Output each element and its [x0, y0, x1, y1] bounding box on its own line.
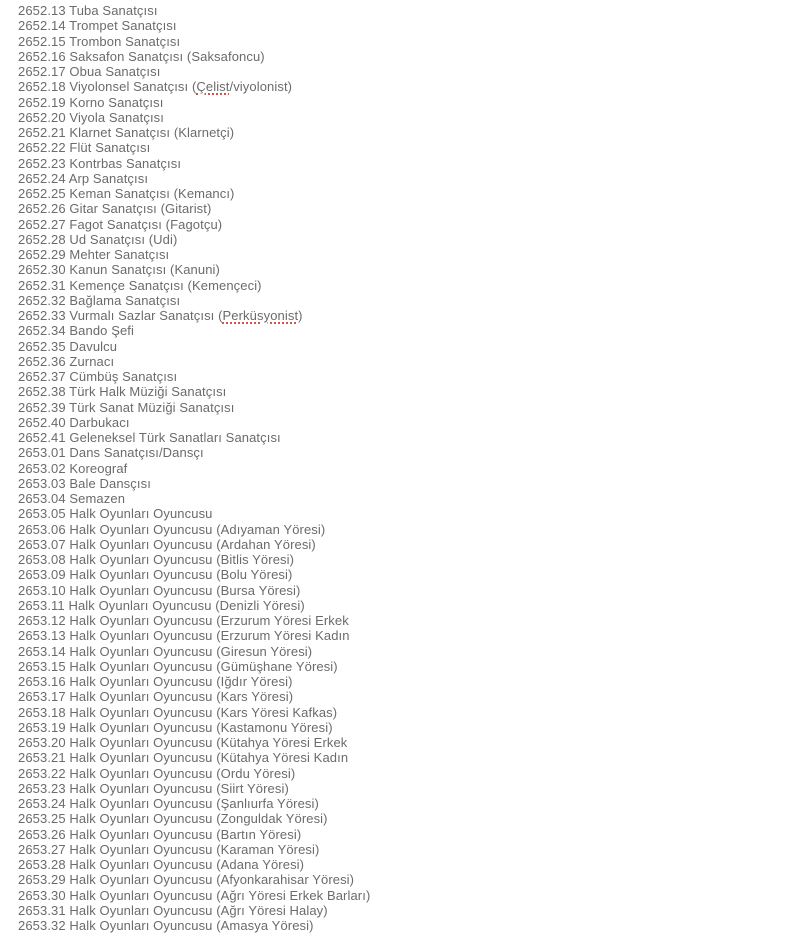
occupation-code: 2652.17 [18, 64, 70, 79]
list-item [0, 140, 800, 155]
list-item [0, 445, 800, 460]
occupation-code: 2652.34 [18, 323, 70, 339]
list-item [0, 217, 800, 232]
list-item [0, 369, 800, 384]
list-item [0, 628, 800, 643]
occupation-title: Halk Oyunları Oyuncusu (Ordu Yöresi) [69, 765, 296, 781]
occupation-title: /viyolonist) [229, 79, 293, 95]
occupation-code: 2653.14 [18, 643, 70, 659]
list-item [0, 232, 800, 247]
occupation-title: Halk Oyunları Oyuncusu (Kars Yöresi Kafkas) [69, 704, 338, 720]
occupation-code: 2653.09 [18, 567, 70, 583]
list-item [0, 552, 800, 567]
occupation-title: Halk Oyunları Oyuncusu (Şanlıurfa Yöresi) [69, 796, 319, 811]
occupation-code: 2652.14 [18, 18, 70, 34]
list-item [0, 766, 800, 781]
occupation-title: Geleneksel Türk Sanatları Sanatçısı [69, 430, 281, 445]
list-item [0, 506, 800, 521]
occupation-code: 2653.32 [18, 918, 70, 933]
occupation-code: 2652.37 [18, 369, 70, 384]
occupation-code: 2653.17 [18, 689, 70, 705]
list-item [0, 476, 800, 491]
occupation-code: 2652.29 [18, 247, 70, 262]
list-item [0, 537, 800, 552]
occupation-title: Trompet Sanatçısı [69, 18, 177, 34]
occupation-code: 2653.29 [18, 872, 70, 888]
occupation-code: 2653.08 [18, 552, 70, 567]
occupation-code: 2652.22 [18, 140, 70, 156]
occupation-title: Viyola Sanatçısı [69, 109, 164, 125]
list-item [0, 18, 800, 33]
list-item [0, 811, 800, 826]
list-item [0, 781, 800, 796]
occupation-title: Gitar Sanatçısı (Gitarist) [69, 201, 212, 217]
occupation-code: 2652.33 [18, 308, 70, 323]
list-item [0, 125, 800, 140]
list-item [0, 659, 800, 674]
occupation-code: 2652.40 [18, 414, 70, 430]
occupation-title: Halk Oyunları Oyuncusu (Bursa Yöresi) [69, 582, 301, 598]
occupation-code: 2652.20 [18, 109, 70, 125]
occupation-title: Halk Oyunları Oyuncusu (Gümüşhane Yöresi) [69, 658, 338, 674]
occupation-code: 2653.16 [18, 674, 70, 689]
occupation-title: Türk Halk Müziği Sanatçısı [69, 384, 227, 400]
occupation-code: 2653.03 [18, 475, 70, 491]
list-item [0, 720, 800, 735]
occupation-title: Klarnet Sanatçısı (Klarnetçi) [69, 125, 235, 140]
occupation-title: Davulcu [69, 338, 118, 354]
list-item [0, 293, 800, 308]
list-item [0, 918, 800, 933]
occupation-title: Fagot Sanatçısı (Fagotçu) [69, 216, 223, 232]
occupation-title: Halk Oyunları Oyuncusu (Amasya Yöresi) [69, 918, 314, 933]
occupation-code: 2652.32 [18, 292, 70, 308]
occupation-code: 2652.18 [18, 79, 70, 95]
occupation-code: 2653.26 [18, 826, 70, 842]
list-item [0, 110, 800, 125]
list-item [0, 201, 800, 216]
occupation-title: Halk Oyunları Oyuncusu (Ardahan Yöresi) [69, 536, 316, 552]
occupation-title: Bando Şefi [69, 323, 135, 339]
list-item [0, 95, 800, 110]
occupation-code: 2653.06 [18, 521, 70, 537]
occupation-title: Halk Oyunları Oyuncusu (Erzurum Yöresi Kadın [69, 628, 350, 644]
occupation-title: Halk Oyunları Oyuncusu (Afyonkarahisar Yöresi) [69, 872, 355, 888]
list-item [0, 323, 800, 338]
occupation-title: Trombon Sanatçısı [69, 33, 181, 49]
list-item [0, 339, 800, 354]
list-item [0, 3, 800, 18]
occupation-title: Kontrbas Sanatçısı [69, 155, 182, 171]
occupation-code: 2653.28 [18, 857, 70, 872]
list-item [0, 674, 800, 689]
list-item [0, 796, 800, 811]
occupation-code: 2653.12 [18, 613, 70, 628]
occupation-title: Halk Oyunları Oyuncusu (Kastamonu Yöresi) [69, 719, 333, 735]
occupation-title: Bağlama Sanatçısı [69, 292, 181, 308]
occupation-code: 2652.35 [18, 338, 70, 354]
occupation-code: 2653.23 [18, 780, 70, 796]
occupation-title: Kanun Sanatçısı (Kanuni) [69, 262, 220, 278]
occupation-title: Zurnacı [69, 353, 115, 369]
list-item [0, 308, 800, 323]
list-item [0, 354, 800, 369]
occupation-title: Halk Oyunları Oyuncusu [69, 506, 213, 522]
occupation-code: 2653.02 [18, 460, 70, 476]
list-item [0, 400, 800, 415]
occupation-code: 2652.21 [18, 125, 70, 140]
occupation-title: Obua Sanatçısı [69, 64, 161, 79]
occupation-code: 2653.19 [18, 719, 70, 735]
occupation-title: Korno Sanatçısı [69, 94, 164, 110]
occupation-title: Cümbüş Sanatçısı [69, 369, 178, 384]
occupation-code: 2653.22 [18, 765, 70, 781]
occupation-title: Flüt Sanatçısı [69, 140, 151, 156]
occupation-code: 2653.15 [18, 658, 70, 674]
occupation-code: 2652.24 [18, 170, 69, 186]
occupation-title: Halk Oyunları Oyuncusu (Adıyaman Yöresi) [69, 521, 326, 537]
occupation-title: Halk Oyunları Oyuncusu (Bitlis Yöresi) [69, 552, 295, 567]
occupation-code: 2653.30 [18, 887, 70, 903]
list-item [0, 64, 800, 79]
list-item [0, 644, 800, 659]
occupation-title: Halk Oyunları Oyuncusu (Denizli Yöresi) [68, 597, 305, 613]
occupation-title: Halk Oyunları Oyuncusu (Bartın Yöresi) [69, 826, 302, 842]
list-item [0, 705, 800, 720]
list-item [0, 491, 800, 506]
list-item [0, 186, 800, 201]
occupation-code: 2653.21 [18, 750, 70, 766]
occupation-title: Vurmalı Sazlar Sanatçısı ( [69, 308, 223, 323]
occupation-title: Viyolonsel Sanatçısı ( [69, 79, 197, 95]
misspelled-word: Perküsyonist [222, 308, 299, 323]
occupation-title: Keman Sanatçısı (Kemancı) [69, 186, 235, 201]
occupation-code: 2652.28 [18, 231, 70, 247]
list-item [0, 857, 800, 872]
occupation-code: 2653.05 [18, 506, 70, 522]
list-item [0, 49, 800, 64]
occupation-code: 2652.13 [18, 3, 70, 18]
occupation-title: Halk Oyunları Oyuncusu (Zonguldak Yöresi) [69, 811, 328, 827]
occupation-title: Halk Oyunları Oyuncusu (Siirt Yöresi) [69, 780, 289, 796]
list-item [0, 384, 800, 399]
occupation-title: Halk Oyunları Oyuncusu (Giresun Yöresi) [69, 643, 313, 659]
list-item [0, 842, 800, 857]
occupation-code: 2652.39 [18, 399, 70, 415]
occupation-code: 2652.26 [18, 201, 70, 217]
list-item [0, 872, 800, 887]
occupation-code: 2652.41 [18, 430, 70, 445]
list-item [0, 522, 800, 537]
occupation-title: Semazen [69, 491, 126, 506]
occupation-title: Halk Oyunları Oyuncusu (Ağrı Yöresi Halay) [69, 902, 328, 918]
occupation-title: Kemençe Sanatçısı (Kemençeci) [69, 277, 262, 293]
list-item [0, 567, 800, 582]
occupation-title: Arp Sanatçısı [68, 170, 149, 186]
occupation-title: Halk Oyunları Oyuncusu (Ağrı Yöresi Erkek Barları) [69, 887, 371, 903]
occupation-code: 2653.04 [18, 491, 70, 506]
occupation-code: 2652.15 [18, 33, 70, 49]
list-item [0, 903, 800, 918]
list-item [0, 79, 800, 94]
list-item [0, 735, 800, 750]
occupation-code: 2653.18 [18, 704, 70, 720]
occupation-title: Dans Sanatçısı/Dansçı [69, 445, 204, 461]
occupation-code: 2653.07 [18, 536, 70, 552]
list-item [0, 278, 800, 293]
occupation-code: 2652.25 [18, 186, 70, 201]
occupation-title: Halk Oyunları Oyuncusu (Bolu Yöresi) [69, 567, 293, 583]
list-item [0, 583, 800, 598]
list-item [0, 156, 800, 171]
occupation-title: Saksafon Sanatçısı (Saksafoncu) [69, 48, 265, 64]
list-item [0, 461, 800, 476]
occupation-code: 2653.25 [18, 811, 70, 827]
occupation-code: 2653.01 [18, 445, 70, 461]
occupation-code: 2652.19 [18, 94, 70, 110]
list-item [0, 613, 800, 628]
list-item [0, 34, 800, 49]
occupation-code: 2653.10 [18, 582, 70, 598]
occupation-code: 2652.30 [18, 262, 70, 278]
occupation-code: 2653.31 [18, 902, 70, 918]
list-item [0, 430, 800, 445]
occupation-code: 2652.23 [18, 155, 70, 171]
list-item [0, 171, 800, 186]
occupation-title: Halk Oyunları Oyuncusu (Kütahya Yöresi Erkek [69, 735, 348, 750]
list-item [0, 888, 800, 903]
list-item [0, 262, 800, 277]
occupation-title: ) [298, 308, 303, 323]
occupation-code: 2652.38 [18, 384, 70, 400]
occupation-title: Darbukacı [69, 414, 130, 430]
list-item [0, 827, 800, 842]
occupation-code: 2653.24 [18, 796, 70, 811]
occupation-title: Türk Sanat Müziği Sanatçısı [69, 399, 235, 415]
occupation-title: Halk Oyunları Oyuncusu (Kütahya Yöresi Kadın [69, 750, 349, 766]
list-item [0, 750, 800, 765]
list-item [0, 415, 800, 430]
occupation-code: 2653.11 [18, 597, 69, 613]
occupation-code: 2653.20 [18, 735, 70, 750]
occupation-code: 2653.27 [18, 841, 70, 857]
occupation-title: Halk Oyunları Oyuncusu (Karaman Yöresi) [69, 841, 320, 857]
occupation-code: 2652.31 [18, 277, 70, 293]
occupation-title: Halk Oyunları Oyuncusu (Adana Yöresi) [69, 857, 305, 872]
misspelled-word: Çelist [196, 79, 230, 95]
occupation-title: Halk Oyunları Oyuncusu (Erzurum Yöresi Erkek [69, 613, 349, 628]
occupation-code: 2653.13 [18, 628, 70, 644]
occupation-code: 2652.36 [18, 353, 70, 369]
occupation-title: Koreograf [69, 460, 128, 476]
occupation-title: Ud Sanatçısı (Udi) [69, 231, 178, 247]
list-item [0, 689, 800, 704]
occupation-title: Halk Oyunları Oyuncusu (Kars Yöresi) [69, 689, 294, 705]
occupation-code: 2652.27 [18, 216, 70, 232]
list-item [0, 598, 800, 613]
list-item [0, 247, 800, 262]
occupation-title: Mehter Sanatçısı [69, 247, 170, 262]
occupation-title: Bale Dansçısı [69, 475, 151, 491]
code-list [0, 3, 800, 933]
occupation-code: 2652.16 [18, 48, 70, 64]
occupation-title: Halk Oyunları Oyuncusu (Iğdır Yöresi) [69, 674, 293, 689]
occupation-title: Tuba Sanatçısı [69, 3, 158, 18]
